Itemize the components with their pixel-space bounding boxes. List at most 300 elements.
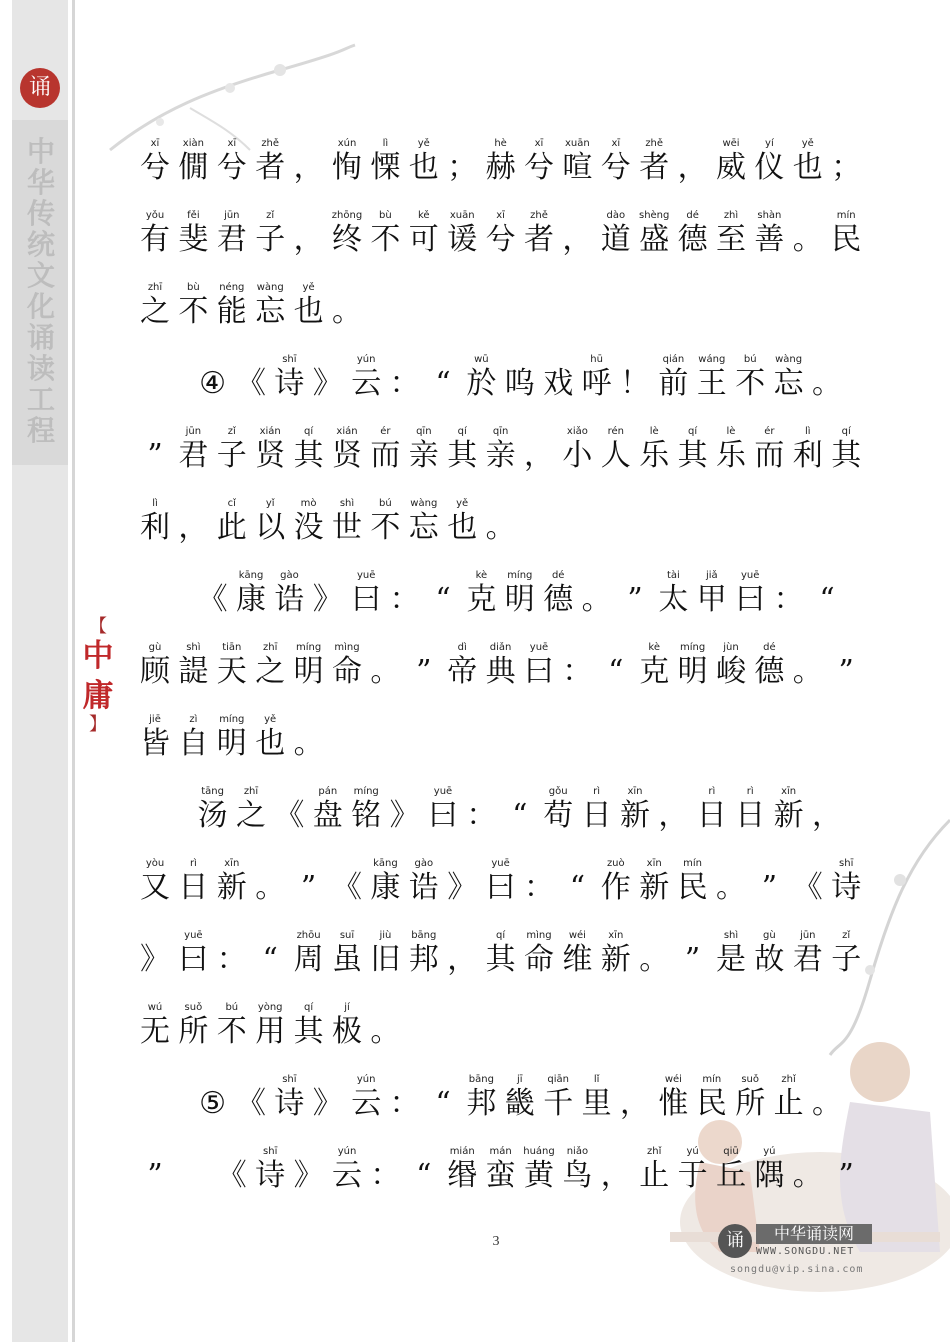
character <box>194 786 232 834</box>
passage-line <box>136 786 876 858</box>
pinyin <box>789 210 827 222</box>
character <box>654 570 692 618</box>
hanzi: 是 <box>716 942 746 977</box>
pinyin: suǒ <box>184 1002 203 1013</box>
passage <box>136 138 876 1218</box>
hanzi: 隅 <box>754 1158 785 1193</box>
pinyin <box>309 570 347 582</box>
hanzi: 诗 <box>274 1086 305 1121</box>
character <box>482 1146 520 1194</box>
hanzi: ” <box>838 1158 854 1193</box>
character <box>136 930 174 978</box>
pinyin: xuān <box>449 210 475 221</box>
pinyin <box>251 858 289 870</box>
hanzi: 里 <box>581 1086 612 1121</box>
character <box>232 786 270 834</box>
hanzi: 慄 <box>370 150 401 185</box>
hanzi: ” <box>300 870 317 905</box>
character <box>731 354 769 402</box>
pinyin: jūn <box>224 210 240 221</box>
pinyin: shī <box>282 1074 297 1085</box>
pinyin: zhǐ <box>647 1146 662 1157</box>
hanzi: 日 <box>696 798 727 833</box>
pinyin <box>443 930 481 942</box>
pinyin: dé <box>551 570 565 581</box>
pinyin: lì <box>805 426 811 437</box>
pinyin <box>366 642 404 654</box>
hanzi: ， <box>178 510 209 545</box>
character <box>558 930 596 978</box>
pinyin: tài <box>666 570 680 581</box>
hanzi: 。 <box>812 366 842 401</box>
hanzi: 之 <box>236 798 266 833</box>
pinyin: xián <box>259 426 281 437</box>
pinyin: ér <box>380 426 391 437</box>
passage-line <box>136 1002 876 1074</box>
hanzi: 新 <box>639 870 670 905</box>
hanzi: 》 <box>312 1086 343 1121</box>
character <box>520 930 558 978</box>
character <box>328 498 366 546</box>
hanzi: ” <box>684 942 701 977</box>
pinyin: xīn <box>224 858 240 869</box>
pinyin <box>232 1074 270 1086</box>
pinyin <box>482 498 520 510</box>
hanzi: 小 <box>562 438 593 473</box>
character <box>635 426 673 474</box>
pinyin: zuò <box>606 858 625 869</box>
character <box>347 354 385 402</box>
character <box>443 210 481 258</box>
pinyin <box>770 570 808 582</box>
character <box>136 714 174 762</box>
character <box>213 930 251 978</box>
pinyin: lè <box>649 426 659 437</box>
character <box>578 1074 616 1122</box>
hanzi: 兮 <box>485 222 516 257</box>
pinyin <box>616 1074 654 1086</box>
character <box>232 570 270 618</box>
pinyin: qí <box>688 426 698 437</box>
passage-line <box>136 642 876 714</box>
character <box>405 498 443 546</box>
character <box>443 930 481 978</box>
hanzi: 赫 <box>485 150 516 185</box>
character <box>328 210 366 258</box>
character <box>270 354 308 402</box>
hanzi: ④ <box>199 366 227 401</box>
character <box>424 570 462 618</box>
hanzi: ” <box>416 654 432 689</box>
pinyin: jùn <box>723 642 739 653</box>
pinyin: zǐ <box>842 930 851 941</box>
pinyin: shì <box>723 930 739 941</box>
hanzi: 。 <box>485 510 516 545</box>
character <box>462 1074 500 1122</box>
character <box>558 210 596 258</box>
pinyin: yǒu <box>145 210 165 221</box>
character <box>328 138 366 186</box>
character <box>251 642 289 690</box>
hanzi: ， <box>293 222 324 257</box>
pinyin: mín <box>702 1074 722 1085</box>
character <box>405 426 443 474</box>
character <box>174 714 212 762</box>
character <box>693 354 731 402</box>
hanzi: 盛 <box>639 222 670 257</box>
character <box>827 210 865 258</box>
hanzi: 》 <box>293 1158 324 1193</box>
pinyin: wàng <box>775 354 803 365</box>
hanzi: 顾 <box>140 654 170 689</box>
passage-line <box>136 138 876 210</box>
character <box>539 354 577 402</box>
character <box>194 354 232 402</box>
hanzi: 而 <box>370 438 401 473</box>
character <box>328 858 366 906</box>
character <box>462 786 500 834</box>
character <box>290 282 328 330</box>
character <box>251 498 289 546</box>
pinyin: suī <box>339 930 355 941</box>
character <box>789 858 827 906</box>
pinyin: qí <box>457 426 467 437</box>
hanzi: 峻 <box>716 654 746 689</box>
pinyin: xīn <box>781 786 797 797</box>
character <box>347 570 385 618</box>
hanzi: 明 <box>216 726 247 761</box>
hanzi: 乐 <box>639 438 670 473</box>
hanzi: 终 <box>332 222 362 257</box>
pinyin: zǐ <box>266 210 275 221</box>
hanzi: 之 <box>255 654 286 689</box>
character <box>482 498 520 546</box>
pinyin: hè <box>494 138 507 149</box>
character <box>693 786 731 834</box>
hanzi: 不 <box>735 366 766 401</box>
character <box>789 1146 827 1194</box>
character <box>674 642 712 690</box>
hanzi: 也 <box>792 150 823 185</box>
pinyin: qiū <box>723 1146 739 1157</box>
pinyin: xī <box>534 138 544 149</box>
hanzi: ， <box>524 438 554 473</box>
pinyin <box>443 858 481 870</box>
hanzi: 。 <box>293 726 324 761</box>
character <box>366 1146 404 1194</box>
pinyin <box>827 138 865 150</box>
pinyin: míng <box>507 570 533 581</box>
character <box>366 858 404 906</box>
pinyin: jí <box>344 1002 350 1013</box>
pinyin <box>597 1146 635 1158</box>
hanzi: 丘 <box>716 1158 746 1193</box>
character <box>386 786 424 834</box>
character <box>443 426 481 474</box>
hanzi: 其 <box>447 438 478 473</box>
pinyin: zhì <box>723 210 739 221</box>
character <box>616 786 654 834</box>
pinyin: hū <box>590 354 603 365</box>
character <box>827 642 865 690</box>
pinyin: qí <box>304 1002 314 1013</box>
character <box>674 210 712 258</box>
pinyin <box>597 642 635 654</box>
hanzi: “ <box>262 942 278 977</box>
pinyin: bāng <box>411 930 437 941</box>
hanzi: 兮 <box>216 150 247 185</box>
pinyin: yuē <box>184 930 203 941</box>
character <box>750 858 788 906</box>
hanzi: 也 <box>447 510 478 545</box>
series-title <box>24 136 58 446</box>
hanzi: ， <box>677 150 708 185</box>
pinyin: mín <box>836 210 856 221</box>
hanzi: 。 <box>639 942 670 977</box>
series-title-char: 文 <box>26 259 55 292</box>
hanzi: 明 <box>293 654 324 689</box>
character <box>136 426 174 474</box>
character <box>750 642 788 690</box>
pinyin: yòu <box>145 858 165 869</box>
pinyin: wàng <box>410 498 438 509</box>
pinyin: yuē <box>356 570 376 581</box>
hanzi: 德 <box>754 654 785 689</box>
character <box>578 570 616 618</box>
character <box>290 1146 328 1194</box>
pinyin <box>136 930 174 942</box>
character <box>712 426 750 474</box>
pinyin <box>424 354 462 366</box>
character <box>174 930 212 978</box>
character <box>578 786 616 834</box>
pinyin <box>462 786 500 798</box>
pinyin: huáng <box>523 1146 555 1157</box>
pinyin: yún <box>337 1146 357 1157</box>
hanzi: ， <box>600 1158 631 1193</box>
character <box>136 210 174 258</box>
pinyin: kāng <box>238 570 264 581</box>
hanzi: 康 <box>370 870 401 905</box>
pinyin: wēi <box>722 138 740 149</box>
hanzi: 《 <box>332 870 362 905</box>
character <box>578 354 616 402</box>
character <box>520 642 558 690</box>
logo-badge-icon: 诵 <box>718 1224 752 1258</box>
character <box>328 1002 366 1050</box>
hanzi: 而 <box>754 438 785 473</box>
hanzi: 日 <box>581 798 612 833</box>
pinyin: xián <box>336 426 358 437</box>
hanzi: 威 <box>716 150 746 185</box>
character <box>251 426 289 474</box>
pinyin: mìng <box>334 642 360 653</box>
character <box>405 138 443 186</box>
hanzi: 虽 <box>332 942 362 977</box>
page-number: 3 <box>492 1234 500 1249</box>
hanzi: 。 <box>716 870 746 905</box>
character <box>635 138 673 186</box>
hanzi: ” <box>147 1158 163 1193</box>
hanzi: 明 <box>504 582 535 617</box>
hanzi: 王 <box>696 366 727 401</box>
hanzi: ： <box>370 1158 401 1193</box>
series-title-char: 诵 <box>26 321 55 354</box>
hanzi: ， <box>293 150 324 185</box>
hanzi: 《 <box>792 870 823 905</box>
pinyin: rì <box>593 786 601 797</box>
pinyin: bú <box>743 354 757 365</box>
hanzi: 畿 <box>504 1086 535 1121</box>
pinyin: tāng <box>201 786 224 797</box>
passage-line <box>136 498 876 570</box>
hanzi: 诰 <box>408 870 439 905</box>
pinyin: mò <box>300 498 317 509</box>
pinyin: jī <box>517 1074 523 1085</box>
hanzi: 不 <box>216 1014 247 1049</box>
character <box>251 282 289 330</box>
character <box>290 858 328 906</box>
pinyin: mín <box>683 858 703 869</box>
character <box>558 426 596 474</box>
hanzi: ， <box>562 222 593 257</box>
character <box>405 210 443 258</box>
hanzi: 《 <box>236 1086 266 1121</box>
hanzi: 》 <box>140 942 170 977</box>
hanzi: ： <box>466 798 497 833</box>
character <box>290 498 328 546</box>
pinyin: xī <box>227 138 237 149</box>
pinyin <box>827 642 865 654</box>
character <box>251 714 289 762</box>
character <box>462 354 500 402</box>
character <box>674 138 712 186</box>
character <box>136 642 174 690</box>
character <box>270 570 308 618</box>
character <box>328 282 366 330</box>
character <box>501 786 539 834</box>
hanzi: 故 <box>754 942 785 977</box>
hanzi: 僩 <box>178 150 209 185</box>
character <box>750 210 788 258</box>
pinyin <box>232 354 270 366</box>
pinyin: xiǎo <box>566 426 588 437</box>
character <box>635 930 673 978</box>
passage-line <box>136 354 876 426</box>
character <box>789 138 827 186</box>
pinyin: zì <box>189 714 198 725</box>
pinyin <box>386 354 424 366</box>
pinyin: suǒ <box>741 1074 760 1085</box>
hanzi: 曰 <box>178 942 209 977</box>
hanzi: “ <box>435 366 451 401</box>
character <box>597 642 635 690</box>
character <box>616 570 654 618</box>
character <box>290 930 328 978</box>
character <box>290 642 328 690</box>
pinyin: néng <box>219 282 245 293</box>
pinyin <box>674 138 712 150</box>
pinyin: yě <box>417 138 430 149</box>
character <box>674 930 712 978</box>
hanzi: 新 <box>216 870 247 905</box>
passage-line <box>136 426 876 498</box>
character <box>251 1002 289 1050</box>
character <box>770 786 808 834</box>
character <box>136 498 174 546</box>
hanzi: 新 <box>773 798 804 833</box>
pinyin: yě <box>302 282 315 293</box>
hanzi: 典 <box>485 654 516 689</box>
pinyin: qí <box>304 426 314 437</box>
character <box>482 426 520 474</box>
hanzi: 。 <box>332 294 362 329</box>
pinyin: dào <box>606 210 626 221</box>
character <box>251 930 289 978</box>
character <box>366 138 404 186</box>
pinyin <box>808 786 846 798</box>
hanzi: 。 <box>792 1158 823 1193</box>
pinyin: mián <box>449 1146 475 1157</box>
hanzi: 乐 <box>716 438 746 473</box>
hanzi: 惟 <box>658 1086 689 1121</box>
hanzi: 。 <box>792 654 823 689</box>
character <box>443 642 481 690</box>
pinyin <box>712 858 750 870</box>
pinyin <box>501 354 539 366</box>
hanzi: 。 <box>255 870 286 905</box>
character <box>328 930 366 978</box>
pinyin <box>251 930 289 942</box>
character <box>194 1074 232 1122</box>
pinyin: bù <box>379 210 392 221</box>
hanzi: “ <box>569 870 586 905</box>
character <box>443 138 481 186</box>
character <box>520 210 558 258</box>
character <box>712 210 750 258</box>
pinyin <box>520 858 558 870</box>
hanzi: 喧 <box>562 150 593 185</box>
pinyin: gào <box>280 570 299 581</box>
hanzi: 诗 <box>255 1158 286 1193</box>
pinyin <box>328 858 366 870</box>
hanzi: 利 <box>140 510 170 545</box>
pinyin: yí <box>765 138 774 149</box>
character <box>174 426 212 474</box>
hanzi: 兮 <box>600 150 631 185</box>
hanzi: 克 <box>466 582 497 617</box>
pinyin <box>501 786 539 798</box>
character <box>654 786 692 834</box>
character <box>213 1146 251 1194</box>
pinyin: yú <box>763 1146 776 1157</box>
hanzi: 德 <box>543 582 574 617</box>
character <box>827 138 865 186</box>
character <box>558 642 596 690</box>
hanzi: ” <box>147 438 163 473</box>
pinyin: shī <box>839 858 854 869</box>
pinyin: dé <box>686 210 699 221</box>
hanzi: 其 <box>677 438 708 473</box>
character <box>405 930 443 978</box>
character <box>597 210 635 258</box>
book-title-char: 庸 <box>82 678 114 714</box>
hanzi: 邦 <box>466 1086 497 1121</box>
hanzi: 以 <box>255 510 286 545</box>
hanzi: 云 <box>351 1086 382 1121</box>
pinyin <box>270 786 308 798</box>
logo-email: songdu@vip.sina.com <box>730 1264 864 1275</box>
